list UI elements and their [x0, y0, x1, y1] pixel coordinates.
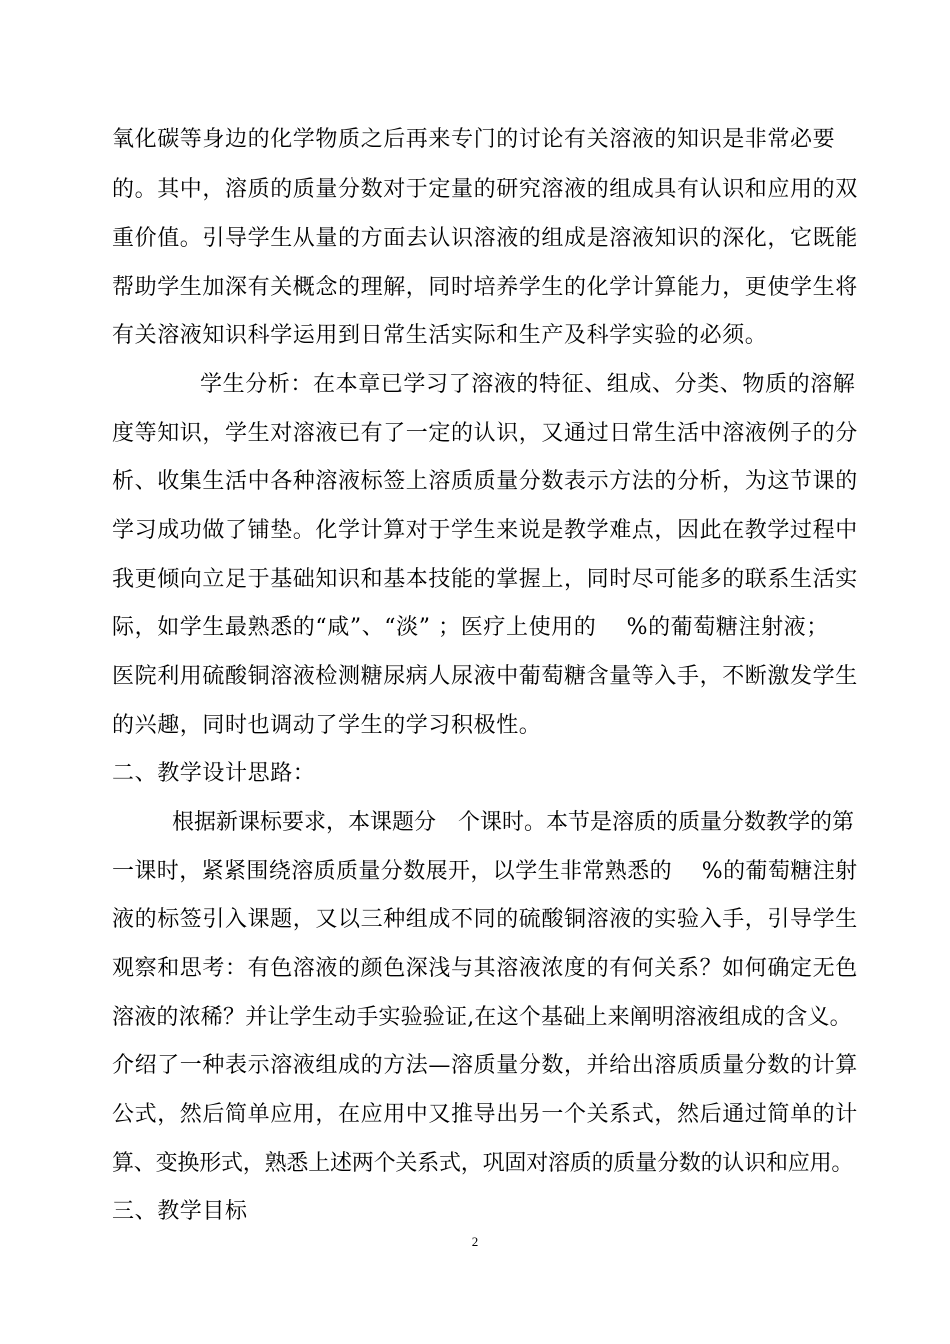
- text-line: 算、变换形式，熟悉上述两个关系式，巩固对溶质的质量分数的认识和应用。: [112, 1151, 854, 1176]
- text-line: 液的标签引入课题，又以三种组成不同的硫酸铜溶液的实验入手，引导学生: [112, 907, 858, 932]
- text-line: 有关溶液知识科学运用到日常生活实际和生产及科学实验的必须。: [112, 323, 768, 348]
- text-line: 学习成功做了铺垫。化学计算对于学生来说是教学难点，因此在教学过程中: [112, 518, 858, 543]
- text-line: 度等知识，学生对溶液已有了一定的认识，又通过日常生活中溶液例子的分: [112, 421, 858, 446]
- section-heading-design-ideas: 二、教学设计思路：: [112, 761, 316, 786]
- paragraph-start-design: 根据新课标要求，本课题分 个课时。本节是溶质的质量分数教学的第: [172, 810, 855, 835]
- text-line: 观察和思考：有色溶液的颜色深浅与其溶液浓度的有何关系？如何确定无色: [112, 956, 858, 981]
- text-line: 一课时，紧紧围绕溶质质量分数展开，以学生非常熟悉的 %的葡萄糖注射: [112, 859, 858, 884]
- text-line: 析、收集生活中各种溶液标签上溶质质量分数表示方法的分析，为这节课的: [112, 469, 858, 494]
- page-number: 2: [471, 1234, 479, 1249]
- text-line: 的兴趣，同时也调动了学生的学习积极性。: [112, 713, 542, 738]
- text-line: 介绍了一种表示溶液组成的方法—溶质量分数，并给出溶质质量分数的计算: [112, 1053, 858, 1078]
- text-line: 医院利用硫酸铜溶液检测糖尿病人尿液中葡萄糖含量等入手，不断激发学生: [112, 664, 858, 689]
- text-line: 公式，然后简单应用，在应用中又推导出另一个关系式，然后通过简单的计: [112, 1102, 858, 1127]
- paragraph-start-student-analysis: 学生分析：在本章已学习了溶液的特征、组成、分类、物质的溶解: [200, 372, 856, 397]
- text-line: 氧化碳等身边的化学物质之后再来专门的讨论有关溶液的知识是非常必要: [112, 127, 836, 152]
- text-line: 际，如学生最熟悉的“咸”、“淡” ；医疗上使用的 %的葡萄糖注射液；: [112, 615, 829, 640]
- text-line: 溶液的浓稀？并让学生动手实验验证,在这个基础上来阐明溶液组成的含义。: [112, 1005, 852, 1030]
- text-line: 的。其中，溶质的质量分数对于定量的研究溶液的组成具有认识和应用的双: [112, 177, 858, 202]
- text-line: 重价值。引导学生从量的方面去认识溶液的组成是溶液知识的深化，它既能: [112, 226, 858, 251]
- section-heading-teaching-goals: 三、教学目标: [112, 1199, 248, 1224]
- text-line: 帮助学生加深有关概念的理解，同时培养学生的化学计算能力，更使学生将: [112, 275, 858, 300]
- text-line: 我更倾向立足于基础知识和基本技能的掌握上，同时尽可能多的联系生活实: [112, 567, 858, 592]
